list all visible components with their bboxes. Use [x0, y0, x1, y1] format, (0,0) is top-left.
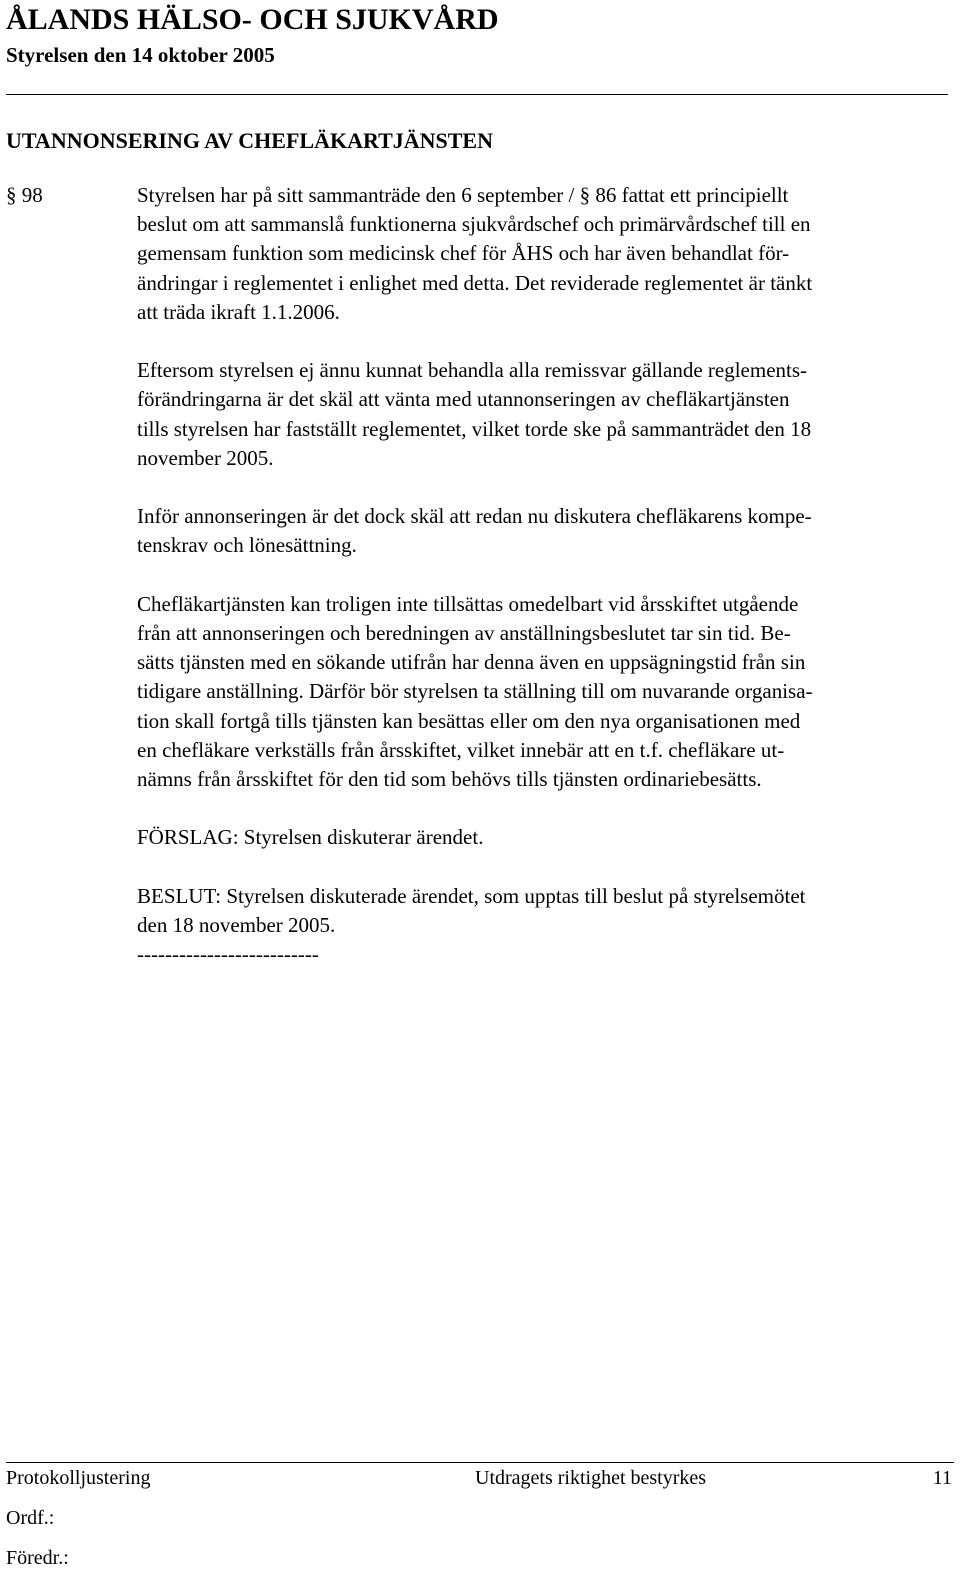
text-line: Chefläkartjänsten kan troligen inte tillsättas omedelbart vid årsskiftet utgående [137, 591, 799, 616]
text-line: nämns från årsskiftet för den tid som behövs tills tjänsten ordinariebesätts. [137, 767, 762, 792]
text-line: beslut om att sammanslå funktionerna sjukvårdschef och primärvårdschef till en [137, 212, 811, 237]
text-line: tills styrelsen har fastställt reglementet, vilket torde ske på sammanträdet den 18 [137, 416, 812, 441]
text-line: att träda ikraft 1.1.2006. [137, 299, 340, 324]
footer-chair-signature: Ordf.: [6, 1507, 55, 1529]
paragraph-number: § 98 [6, 183, 43, 207]
body-text [137, 181, 947, 969]
paragraph-1 [137, 181, 947, 327]
header-rule [6, 94, 948, 95]
text-line: FÖRSLAG: Styrelsen diskuterar ärendet. [137, 825, 484, 850]
footer-certification: Utdragets riktighet bestyrkes [475, 1467, 707, 1489]
text-line: BESLUT: Styrelsen diskuterade ärendet, som upptas till beslut på styrelsemötet [137, 883, 806, 908]
decision [137, 882, 947, 940]
text-line: tenskrav och lönesättning. [137, 533, 357, 558]
text-line: förändringarna är det skäl att vänta med utannonseringen av chefläkartjänsten [137, 387, 790, 412]
text-line: sätts tjänsten med en sökande utifrån har denna även en uppsägningstid från sin [137, 650, 806, 675]
text-line: ändringar i reglementet i enlighet med detta. Det reviderade reglementet är tänkt [137, 270, 813, 295]
text-line: Styrelsen har på sitt sammanträde den 6 september / § 86 fattat ett principiellt [137, 183, 789, 207]
footer-presenter-signature: Föredr.: [6, 1547, 69, 1569]
text-line: Eftersom styrelsen ej ännu kunnat behandla alla remissvar gällande reglements- [137, 358, 808, 383]
page-number: 11 [932, 1467, 952, 1489]
text-line: den 18 november 2005. [137, 913, 336, 937]
paragraph-3 [137, 502, 947, 560]
text-line: november 2005. [137, 445, 274, 470]
end-marker: -------------------------- [137, 942, 319, 967]
text-line: tidigare anställning. Därför bör styrelsen ta ställning till om nuvarande organisa- [137, 679, 813, 704]
text-line: tion skall fortgå tills tjänsten kan besättas eller om den nya organisationen med [137, 708, 801, 733]
proposal [137, 823, 947, 852]
text-line: en chefläkare verkställs från årsskiftet, vilket innebär att en t.f. chefläkare ut- [137, 737, 785, 762]
paragraph-2 [137, 356, 947, 473]
organization-title: ÅLANDS HÄLSO- OCH SJUKVÅRD [6, 3, 499, 36]
paragraph-4 [137, 590, 947, 794]
text-line: från att annonseringen och beredningen av anställningsbeslutet tar sin tid. Be- [137, 621, 791, 645]
section-heading: UTANNONSERING AV CHEFLÄKARTJÄNSTEN [6, 128, 493, 153]
footer-rule [6, 1462, 954, 1463]
footer-minutes-check: Protokolljustering [6, 1467, 151, 1489]
text-line: gemensam funktion som medicinsk chef för ÅHS och har även behandlat för- [137, 241, 790, 266]
meeting-date: Styrelsen den 14 oktober 2005 [6, 43, 275, 67]
text-line: Inför annonseringen är det dock skäl att redan nu diskutera chefläkarens kompe- [137, 504, 812, 529]
